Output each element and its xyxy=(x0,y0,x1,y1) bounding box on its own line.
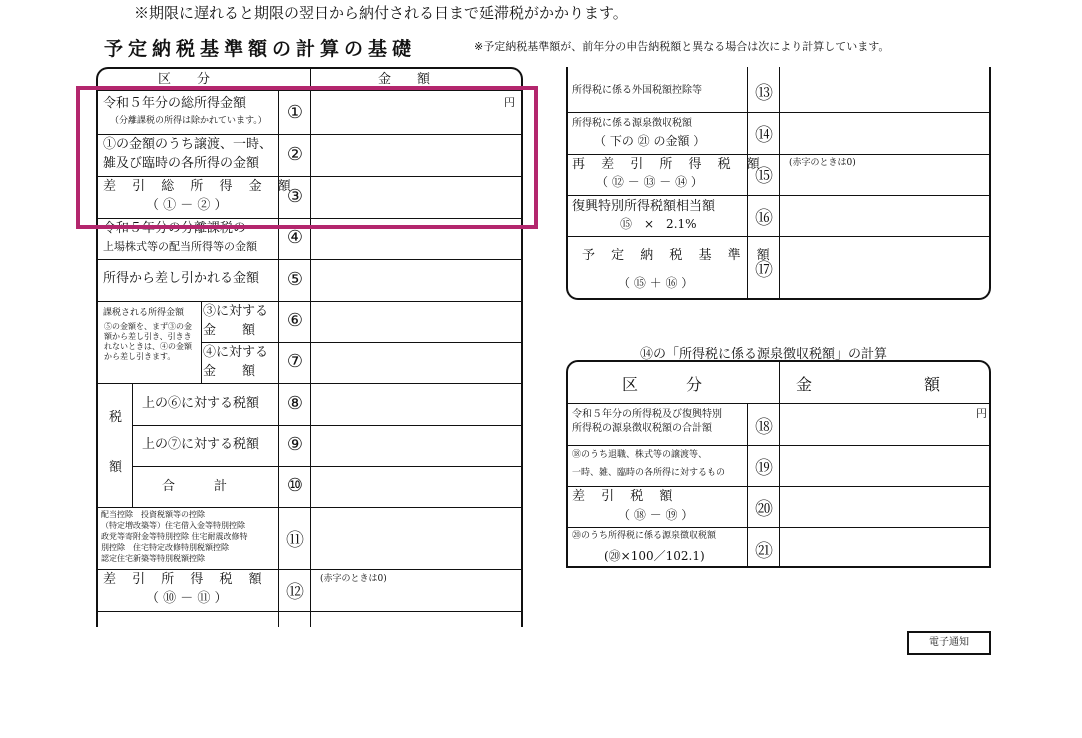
row3-formula: （ ① － ② ） xyxy=(146,198,228,213)
num-15: ⑮ xyxy=(755,166,773,187)
row2-label-2: 雑及び臨時の各所得の金額 xyxy=(103,156,260,171)
row15-note: (赤字のときは0) xyxy=(789,158,856,168)
row18-label-1: 令和５年分の所得税及び復興特別 xyxy=(572,409,722,420)
tax-label-1: 税 xyxy=(109,410,123,425)
row67-note: ⑤の金額を、まず③の金額から差し引き、引ききれないときは、④の金額から差し引きます。 xyxy=(104,322,192,361)
header-kubun: 区 分 xyxy=(158,72,211,87)
row20-label: 差 引 税 額 xyxy=(572,489,679,504)
num-17: ⑰ xyxy=(755,260,773,281)
num-4: ④ xyxy=(286,227,304,248)
num-2: ② xyxy=(286,144,304,165)
row16-label: 復興特別所得税額相当額 xyxy=(572,199,716,214)
row6-label-2: 金 額 xyxy=(203,323,256,338)
row13-label: 所得税に係る外国税額控除等 xyxy=(572,85,702,96)
row15-label: 再 差 引 所 得 税 額 xyxy=(572,157,766,172)
num-20: ⑳ xyxy=(755,499,773,520)
num-5: ⑤ xyxy=(286,269,304,290)
row1-unit: 円 xyxy=(504,96,515,109)
row12-formula: （ ⑩ － ⑪ ） xyxy=(146,591,228,606)
tax-label-2: 額 xyxy=(109,460,123,475)
row10-label: 合 計 xyxy=(162,479,228,494)
row11-line-5: 認定住宅新築等特別税額控除 xyxy=(101,554,205,563)
highlight-box xyxy=(76,86,538,229)
num-13: ⑬ xyxy=(755,83,773,104)
bot-header-kubun: 区 分 xyxy=(622,375,703,394)
header-kingaku: 金 額 xyxy=(378,72,431,87)
row12-note: (赤字のときは0) xyxy=(320,574,387,584)
num-21: ㉑ xyxy=(755,541,773,562)
title-note: ※予定納税基準額が、前年分の申告納税額と異なる場合は次により計算しています。 xyxy=(474,40,890,53)
row67-label: 課税される所得金額 xyxy=(103,308,185,318)
num-16: ⑯ xyxy=(755,208,773,229)
row4-label-2: 上場株式等の配当所得等の金額 xyxy=(103,240,257,253)
row11-line-1: 配当控除 投資税額等の控除 xyxy=(101,510,205,519)
row11-line-3: 政党等寄附金等特別控除 住宅耐震改修特 xyxy=(101,532,248,541)
row3-label: 差 引 総 所 得 金 額 xyxy=(103,179,297,194)
row21-formula: (⑳×100／102.1) xyxy=(604,549,705,563)
row4-label-1: 令和５年分の分離課税の xyxy=(103,221,247,236)
row18-unit: 円 xyxy=(976,407,987,420)
row6-label-1: ③に対する xyxy=(203,304,269,319)
row15-formula: （ ⑫ － ⑬ － ⑭ ） xyxy=(596,175,703,189)
num-14: ⑭ xyxy=(755,125,773,146)
num-19: ⑲ xyxy=(755,458,773,479)
num-3: ③ xyxy=(286,186,304,207)
withholding-calc-title: ⑭の「所得税に係る源泉徴収税額」の計算 xyxy=(640,347,888,362)
row1-label: 令和５年分の総所得金額 xyxy=(103,96,247,111)
num-10: ⑩ xyxy=(286,475,304,496)
num-7: ⑦ xyxy=(286,351,304,372)
row21-label: ⑳のうち所得税に係る源泉徴収税額 xyxy=(572,531,717,541)
row5-label: 所得から差し引かれる金額 xyxy=(103,271,260,286)
row14-label-2: （ 下の ㉑ の金額 ） xyxy=(594,134,706,148)
num-18: ⑱ xyxy=(755,417,773,438)
row11-line-4: 別控除 住宅特定改修特別税額控除 xyxy=(101,543,229,552)
row8-label: 上の⑥に対する税額 xyxy=(142,396,260,411)
row16-formula: ⑮ × 2.1% xyxy=(620,217,697,231)
row17-formula: （ ⑮ ＋ ⑯ ） xyxy=(618,276,694,290)
withholding-calc-table xyxy=(566,360,991,568)
row1-note: （分離課税の所得は除かれています。） xyxy=(110,116,267,126)
num-6: ⑥ xyxy=(286,310,304,331)
num-9: ⑨ xyxy=(286,434,304,455)
row9-label: 上の⑦に対する税額 xyxy=(142,437,260,452)
row12-label: 差 引 所 得 税 額 xyxy=(103,572,268,587)
row11-line-2: （特定増改築等）住宅借入金等特別控除 xyxy=(101,521,245,530)
late-payment-notice: ※期限に遅れると期限の翌日から納付される日まで延滞税がかかります。 xyxy=(134,4,628,22)
row7-label-2: 金 額 xyxy=(203,364,256,379)
page-title: 予定納税基準額の計算の基礎 xyxy=(104,38,417,60)
row7-label-1: ④に対する xyxy=(203,345,269,360)
row19-label-2: 一時、雑、臨時の各所得に対するもの xyxy=(572,468,726,478)
electronic-notice-label: 電子通知 xyxy=(907,631,991,655)
num-1: ① xyxy=(286,102,304,123)
right-top-table xyxy=(566,67,991,300)
bot-header-kingaku: 金 額 xyxy=(796,375,941,394)
row20-formula: （ ⑱ － ⑲ ） xyxy=(618,508,694,522)
num-11: ⑪ xyxy=(286,530,304,551)
row17-label: 予 定 納 税 基 準 額 xyxy=(582,248,776,263)
row2-label-1: ①の金額のうち譲渡、一時、 xyxy=(103,137,273,152)
row19-label-1: ⑱のうち退職、株式等の譲渡等、 xyxy=(572,450,708,460)
num-8: ⑧ xyxy=(286,393,304,414)
row14-label-1: 所得税に係る源泉徴収税額 xyxy=(572,118,692,129)
row18-label-2: 所得税の源泉徴収税額の合計額 xyxy=(572,423,712,434)
num-12: ⑫ xyxy=(286,582,304,603)
